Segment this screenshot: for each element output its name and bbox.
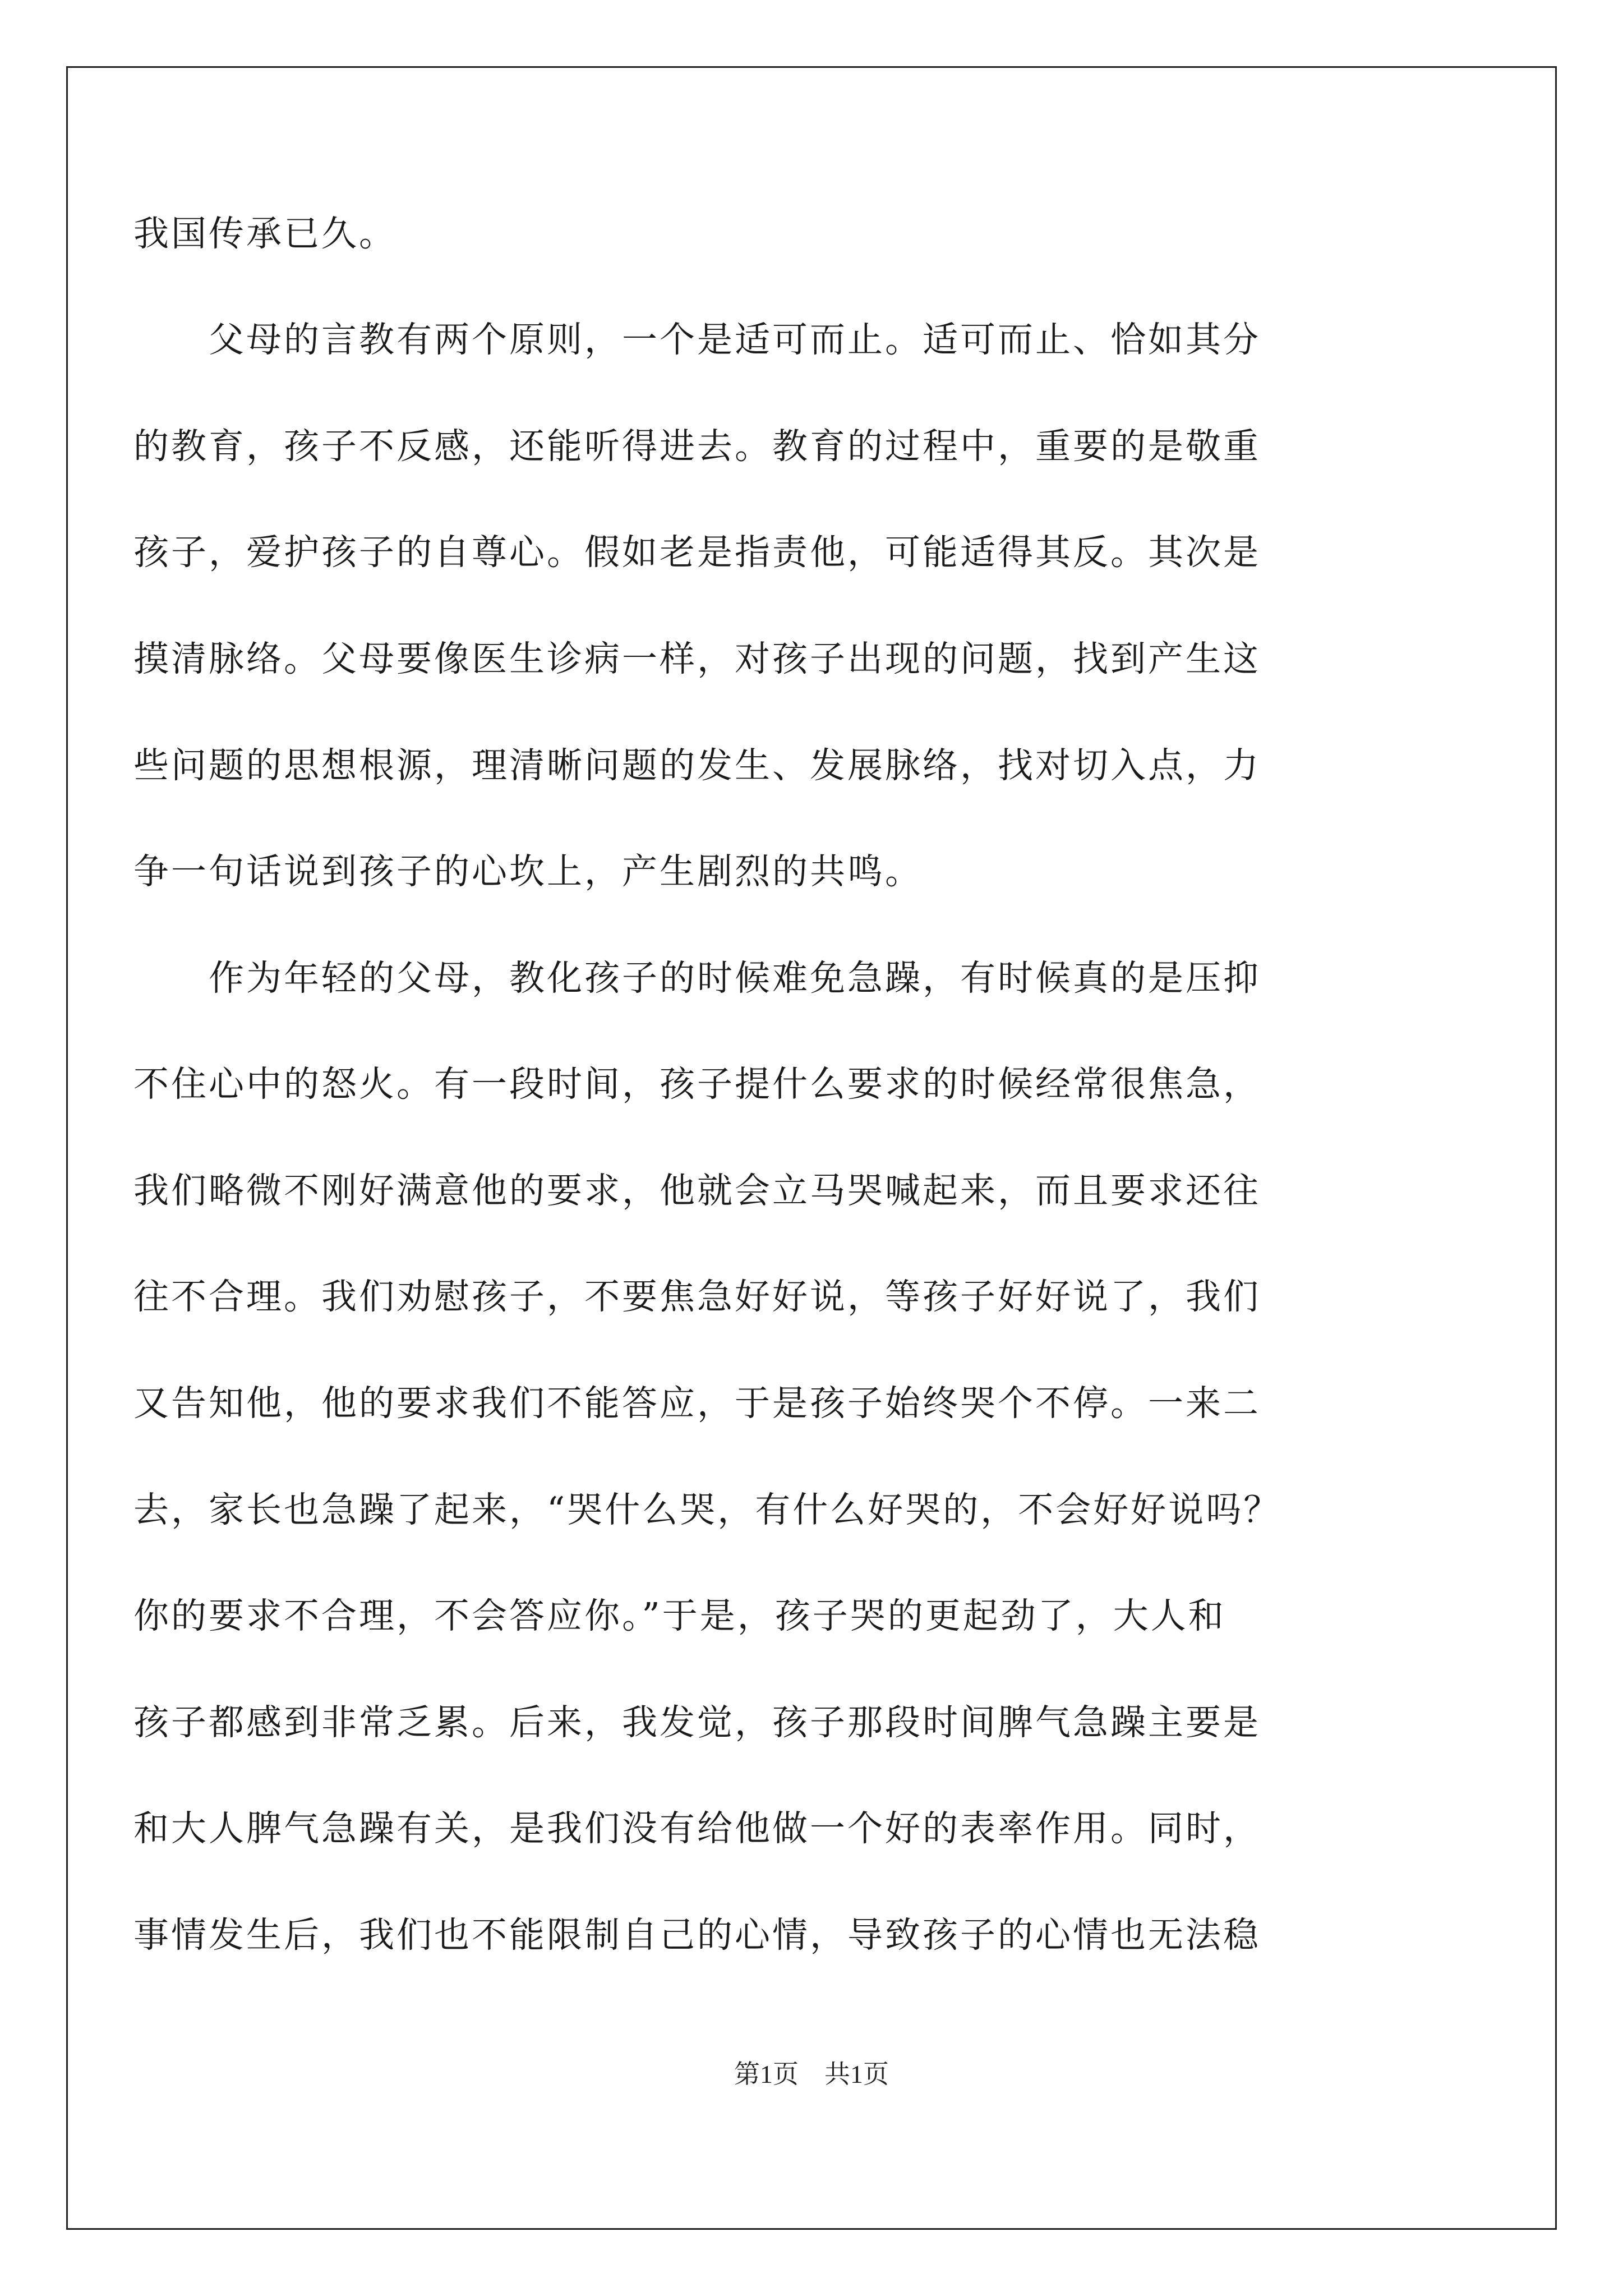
page-total: 共1页 [824,2060,889,2088]
text-line: 你的要求不合理，不会答应你。”于是，孩子哭的更起劲了，大人和 [133,1595,1226,1636]
text-line: 不住心中的怒火。有一段时间，孩子提什么要求的时候经常很焦急， [133,1064,1261,1105]
text-line: 父母的言教有两个原则，一个是适可而止。适可而止、恰如其分 [133,319,1261,360]
text-line: 我国传承已久。 [133,213,396,254]
text-line: 又告知他，他的要求我们不能答应，于是孩子始终哭个不停。一来二 [133,1383,1261,1424]
text-line: 事情发生后，我们也不能限制自己的心情，导致孩子的心情也无法稳 [133,1915,1261,1955]
text-line: 去，家长也急躁了起来，“哭什么哭，有什么好哭的，不会好好说吗？ [133,1489,1281,1530]
page-number: 第1页 [734,2060,799,2088]
text-line: 和大人脾气急躁有关，是我们没有给他做一个好的表率作用。同时， [133,1808,1261,1849]
text-line: 的教育，孩子不反感，还能听得进去。教育的过程中，重要的是敬重 [133,426,1261,467]
text-line: 作为年轻的父母，教化孩子的时候难免急躁，有时候真的是压抑 [133,958,1261,999]
text-line: 孩子都感到非常乏累。后来，我发觉，孩子那段时间脾气急躁主要是 [133,1702,1261,1743]
page-border [66,66,1557,2230]
page-footer [0,2058,1623,2091]
text-line: 摸清脉络。父母要像医生诊病一样，对孩子出现的问题，找到产生这 [133,638,1261,679]
text-line: 往不合理。我们劝慰孩子，不要焦急好好说，等孩子好好说了，我们 [133,1276,1261,1317]
text-line: 我们略微不刚好满意他的要求，他就会立马哭喊起来，而且要求还往 [133,1170,1261,1211]
text-line: 些问题的思想根源，理清晰问题的发生、发展脉络，找对切入点，力 [133,745,1261,786]
text-line: 孩子，爱护孩子的自尊心。假如老是指责他，可能适得其反。其次是 [133,532,1261,573]
text-line: 争一句话说到孩子的心坎上，产生剧烈的共鸣。 [133,851,923,892]
